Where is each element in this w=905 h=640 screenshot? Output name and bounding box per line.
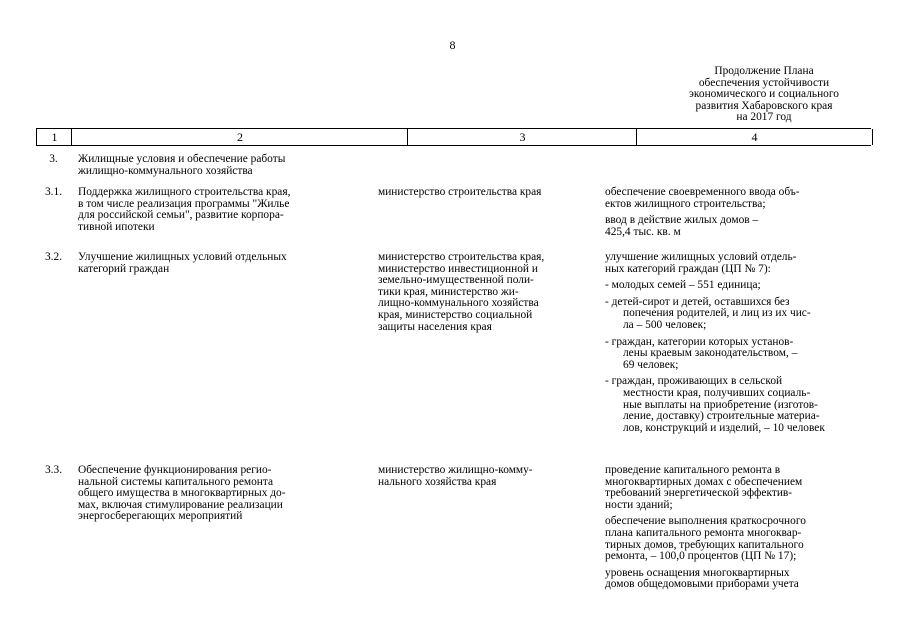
text-line: лов, конструкций и изделий, – 10 человек — [623, 421, 825, 434]
text-line: энергосберегающих мероприятий — [78, 510, 243, 523]
measure-title — [78, 252, 368, 275]
text-line: ввод в действие жилых домов – — [605, 214, 759, 227]
text-line: мах, включая стимулирование реализации — [78, 498, 283, 511]
text-line: многоквартирных домах с обеспечением — [605, 475, 803, 488]
text-line: ление, доставку) строительные материа- — [623, 410, 820, 423]
text-line: проведение капитального ремонта в — [605, 464, 781, 476]
text-line: нального хозяйства края — [378, 475, 497, 488]
subtitle-line: на 2017 год — [736, 111, 792, 124]
text-line: ные выплаты на приобретение (изготов- — [623, 398, 818, 411]
text-line: ла – 500 человек; — [623, 318, 707, 331]
text-line: 425,4 тыс. кв. м — [605, 225, 681, 238]
text-line: Поддержка жилищного строительства края, — [78, 186, 291, 198]
text-line: - детей-сирот и детей, оставшихся без — [605, 295, 790, 308]
measure-title — [78, 465, 368, 523]
text-line: министерство строительства края, — [378, 251, 545, 263]
text-line: категорий граждан — [78, 262, 170, 275]
text-line: ности зданий; — [605, 498, 673, 511]
text-line: домов общедомовыми приборами учета — [605, 578, 799, 591]
result-item — [605, 297, 867, 332]
text-line: в том числе реализация программы "Жилье — [78, 197, 290, 210]
measure-title — [78, 154, 368, 177]
row-number: 3.2. — [44, 251, 63, 263]
text-line: Жилищные условия и обеспечение работы — [78, 153, 286, 165]
text-line: тивной ипотеки — [78, 220, 155, 233]
row-number: 3. — [49, 153, 58, 165]
expected-results — [605, 187, 867, 243]
text-line: для российской семьи", развитие корпора- — [78, 209, 284, 222]
text-line: защиты населения края — [378, 320, 492, 333]
result-item — [605, 252, 867, 275]
result-item — [605, 187, 867, 210]
text-line: ных категорий граждан (ЦП № 7): — [605, 262, 771, 275]
page-number: 8 — [449, 38, 456, 52]
subtitle-line: Продолжение Плана — [714, 65, 814, 77]
text-line: жилищно-коммунального хозяйства — [78, 164, 253, 177]
subtitle-line: обеспечения устойчивости — [698, 76, 830, 89]
text-line: тики края, министерство жи- — [378, 285, 519, 298]
text-line: местности края, получивших социаль- — [623, 386, 811, 399]
row-number: 3.1. — [44, 186, 63, 198]
text-line: уровень оснащения многоквартирных — [605, 566, 790, 579]
text-line: - граждан, проживающих в сельской — [605, 375, 783, 388]
text-line: попечения родителей, и лиц из их чис- — [623, 307, 811, 320]
measure-title — [78, 187, 368, 233]
text-line: общего имущества в многоквартирных до- — [78, 487, 286, 500]
subtitle-line: развития Хабаровского края — [695, 99, 833, 112]
result-item — [605, 516, 867, 562]
text-line: - молодых семей – 551 единица; — [605, 279, 761, 292]
text-line: министерство инвестиционной и — [378, 262, 538, 275]
text-line: требований энергетической эффектив- — [605, 487, 793, 500]
result-item — [605, 337, 867, 372]
document-subtitle — [659, 66, 869, 124]
executor — [378, 465, 593, 488]
row-number: 3.3. — [44, 464, 63, 476]
subtitle-line: экономического и социального — [689, 88, 839, 101]
column-header-1: 1 — [36, 129, 72, 145]
text-line: ремонта, – 100,0 процентов (ЦП № 17); — [605, 550, 797, 563]
text-line: Обеспечение функционирования регио- — [78, 464, 272, 476]
text-line: плана капитального ремонта многоквар- — [605, 526, 802, 539]
result-item — [605, 215, 867, 238]
text-line: края, министерство социальной — [378, 308, 533, 321]
text-line: обеспечение своевременного ввода объ- — [605, 186, 800, 198]
executor — [378, 252, 593, 333]
column-header-4: 4 — [636, 129, 873, 145]
text-line: лищно-коммунального хозяйства — [378, 297, 539, 310]
text-line: улучшение жилищных условий отдель- — [605, 251, 797, 263]
result-item — [605, 465, 867, 511]
text-line: ектов жилищного строительства; — [605, 197, 766, 210]
text-line: 69 человек; — [623, 358, 679, 371]
expected-results — [605, 252, 867, 439]
text-line: тирных домов, требующих капитального — [605, 538, 804, 551]
text-line: министерство строительства края — [378, 186, 542, 198]
column-header-3: 3 — [407, 129, 637, 145]
text-line: земельно-имущественной поли- — [378, 274, 534, 287]
table-header-row — [36, 128, 871, 146]
text-line: - граждан, категории которых установ- — [605, 335, 794, 348]
result-item — [605, 376, 867, 434]
text-line: министерство жилищно-комму- — [378, 464, 533, 476]
expected-results — [605, 465, 867, 596]
result-item — [605, 568, 867, 591]
text-line: Улучшение жилищных условий отдельных — [78, 251, 287, 263]
text-line: нальной системы капитального ремонта — [78, 475, 274, 488]
result-item — [605, 280, 867, 292]
text-line: лены краевым законодательством, – — [623, 347, 798, 360]
text-line: обеспечение выполнения краткосрочного — [605, 515, 806, 528]
column-header-2: 2 — [71, 129, 408, 145]
executor — [378, 187, 593, 199]
